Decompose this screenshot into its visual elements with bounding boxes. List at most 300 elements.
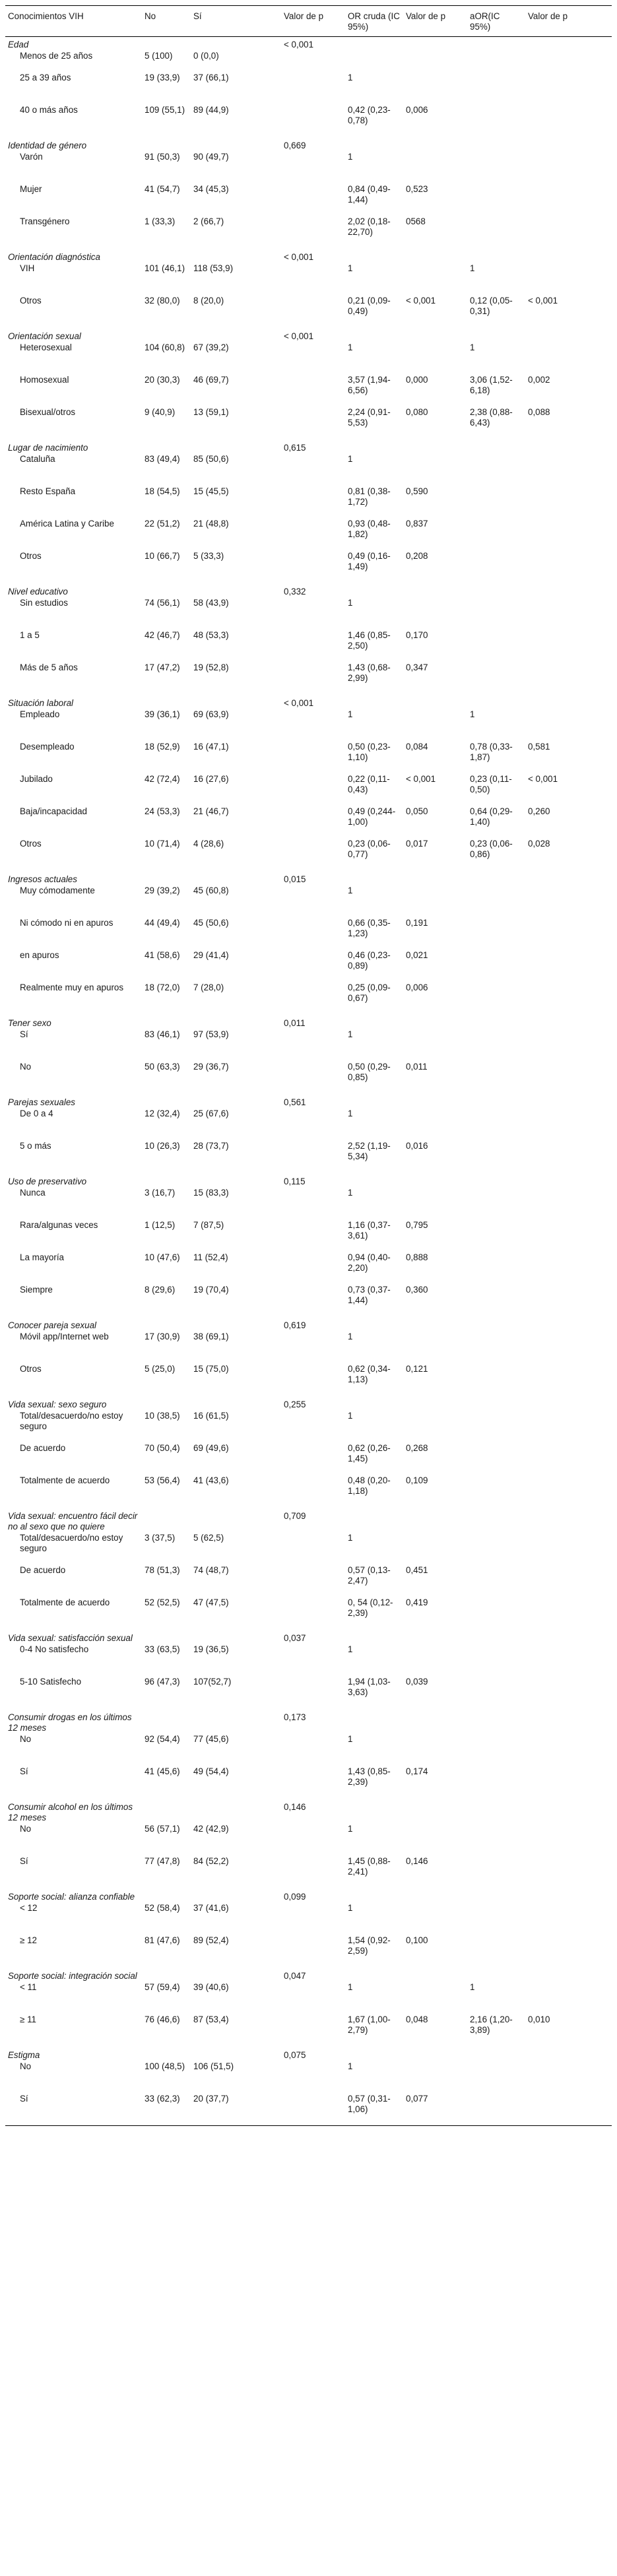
cell-p3 bbox=[525, 183, 612, 216]
cell-aor bbox=[467, 72, 525, 104]
cell-p2: 0,039 bbox=[406, 1677, 428, 1687]
cell-or: 2,24 (0,91-5,53) bbox=[348, 407, 391, 428]
column-header: Valor de p bbox=[525, 6, 612, 37]
cell-p bbox=[281, 917, 345, 950]
empty-cell bbox=[467, 1708, 525, 1733]
group-row bbox=[5, 1888, 612, 1902]
cell-si: 42 (42,9) bbox=[193, 1824, 229, 1834]
cell-si: 19 (52,8) bbox=[193, 662, 229, 672]
cell-si: 90 (49,7) bbox=[193, 152, 229, 162]
empty-cell bbox=[191, 1708, 281, 1733]
group-p-value: 0,619 bbox=[284, 1320, 306, 1330]
empty-cell bbox=[467, 870, 525, 885]
cell-aor bbox=[467, 1564, 525, 1597]
empty-cell bbox=[345, 870, 403, 885]
cell-aor: 2,16 (1,20-3,89) bbox=[470, 2014, 513, 2035]
cell-aor bbox=[467, 1475, 525, 1507]
cell-si: 11 (52,4) bbox=[193, 1252, 228, 1262]
cell-si: 16 (61,5) bbox=[193, 1411, 229, 1421]
table-header bbox=[5, 6, 612, 37]
group-label: Situación laboral bbox=[8, 698, 74, 708]
row-label: 1 a 5 bbox=[20, 630, 40, 640]
cell-si: 16 (47,1) bbox=[193, 742, 229, 752]
cell-p3: 0,002 bbox=[528, 375, 550, 385]
empty-cell bbox=[403, 1629, 467, 1644]
cell-p3 bbox=[525, 1442, 612, 1475]
column-header: OR cruda (IC 95%) bbox=[345, 6, 403, 37]
table-row bbox=[5, 806, 612, 838]
cell-p bbox=[281, 295, 345, 327]
empty-cell bbox=[467, 1967, 525, 1981]
empty-cell bbox=[467, 37, 525, 51]
empty-cell bbox=[467, 1014, 525, 1029]
cell-p2: 0,084 bbox=[406, 742, 428, 752]
cell-p3 bbox=[525, 597, 612, 629]
table-row bbox=[5, 1331, 612, 1363]
cell-p3 bbox=[525, 1532, 612, 1564]
cell-no: 10 (71,4) bbox=[145, 839, 180, 849]
cell-no: 50 (63,3) bbox=[145, 1062, 180, 1072]
empty-cell bbox=[525, 1708, 612, 1733]
group-label: Conocer pareja sexual bbox=[8, 1320, 96, 1330]
cell-p bbox=[281, 1532, 345, 1564]
cell-si: 85 (50,6) bbox=[193, 454, 229, 464]
cell-p bbox=[281, 1187, 345, 1219]
empty-cell bbox=[142, 327, 191, 342]
row-label: Otros bbox=[20, 1364, 42, 1374]
cell-no: 5 (100) bbox=[145, 51, 173, 61]
cell-or: 0,94 (0,40-2,20) bbox=[348, 1252, 391, 1273]
empty-cell bbox=[403, 439, 467, 453]
group-row bbox=[5, 1396, 612, 1410]
table-row bbox=[5, 342, 612, 374]
cell-si: 84 (52,2) bbox=[193, 1856, 229, 1866]
cell-p bbox=[281, 1252, 345, 1284]
empty-cell bbox=[403, 583, 467, 597]
group-p-value: 0,332 bbox=[284, 587, 306, 596]
empty-cell bbox=[191, 694, 281, 709]
cell-or: 0,62 (0,34-1,13) bbox=[348, 1364, 391, 1384]
empty-cell bbox=[403, 1093, 467, 1108]
cell-p3 bbox=[525, 885, 612, 917]
cell-or: 1,46 (0,85-2,50) bbox=[348, 630, 391, 651]
row-label: Sin estudios bbox=[20, 598, 68, 608]
empty-cell bbox=[345, 1396, 403, 1410]
cell-aor bbox=[467, 1597, 525, 1629]
cell-or: 1 bbox=[348, 598, 353, 608]
group-label: Edad bbox=[8, 40, 29, 49]
cell-no: 100 (48,5) bbox=[145, 2061, 185, 2071]
column-header: Valor de p bbox=[403, 6, 467, 37]
cell-p2: 0,100 bbox=[406, 1935, 428, 1945]
empty-cell bbox=[142, 1888, 191, 1902]
table-row bbox=[5, 1363, 612, 1396]
cell-p2: 0,017 bbox=[406, 839, 428, 849]
group-row bbox=[5, 248, 612, 263]
cell-aor bbox=[467, 486, 525, 518]
cell-p3 bbox=[525, 104, 612, 137]
row-label: Homosexual bbox=[20, 375, 69, 385]
cell-p2: 0,077 bbox=[403, 2093, 467, 2126]
cell-p3 bbox=[525, 263, 612, 295]
column-header: Conocimientos VIH bbox=[5, 6, 142, 37]
cell-si: 67 (39,2) bbox=[193, 342, 229, 352]
cell-no: 24 (53,3) bbox=[145, 806, 180, 816]
results-table bbox=[5, 5, 612, 2126]
cell-or: 0,25 (0,09-0,67) bbox=[348, 982, 391, 1003]
row-label: De acuerdo bbox=[20, 1443, 66, 1453]
table-row bbox=[5, 453, 612, 486]
cell-si: 46 (69,7) bbox=[193, 375, 229, 385]
group-p-value: 0,037 bbox=[284, 1633, 306, 1643]
group-row bbox=[5, 694, 612, 709]
cell-aor bbox=[467, 1061, 525, 1093]
cell-aor bbox=[467, 1532, 525, 1564]
cell-p bbox=[281, 950, 345, 982]
empty-cell bbox=[467, 1173, 525, 1187]
empty-cell bbox=[403, 1967, 467, 1981]
empty-cell bbox=[191, 1396, 281, 1410]
row-label: ≥ 12 bbox=[20, 1935, 37, 1945]
cell-no: 56 (57,1) bbox=[145, 1824, 180, 1834]
cell-p bbox=[281, 1029, 345, 1061]
cell-aor bbox=[467, 216, 525, 248]
empty-cell bbox=[191, 1629, 281, 1644]
empty-cell bbox=[403, 1708, 467, 1733]
table-row bbox=[5, 2093, 612, 2126]
cell-p2 bbox=[403, 597, 467, 629]
cell-p3 bbox=[525, 950, 612, 982]
group-p-value: 0,011 bbox=[284, 1018, 306, 1028]
cell-si: 34 (45,3) bbox=[193, 184, 229, 194]
cell-p3 bbox=[525, 1061, 612, 1093]
cell-aor bbox=[467, 1108, 525, 1140]
cell-p bbox=[281, 597, 345, 629]
row-label: 5-10 Satisfecho bbox=[20, 1677, 82, 1687]
row-label: Baja/incapacidad bbox=[20, 806, 87, 816]
group-p-value: 0,561 bbox=[284, 1097, 306, 1107]
cell-or bbox=[345, 50, 403, 72]
cell-p bbox=[281, 1564, 345, 1597]
cell-p2: 0,451 bbox=[406, 1565, 428, 1575]
group-row bbox=[5, 2046, 612, 2061]
cell-no: 3 (16,7) bbox=[145, 1188, 176, 1198]
table-row bbox=[5, 2061, 612, 2093]
cell-p2: 0,360 bbox=[406, 1285, 428, 1295]
cell-p bbox=[281, 342, 345, 374]
empty-cell bbox=[467, 1316, 525, 1331]
empty-cell bbox=[525, 1798, 612, 1823]
cell-p bbox=[281, 72, 345, 104]
cell-si: 48 (53,3) bbox=[193, 630, 229, 640]
group-p-value: 0,146 bbox=[284, 1802, 306, 1812]
empty-cell bbox=[345, 1014, 403, 1029]
cell-or: 1 bbox=[348, 1734, 353, 1744]
cell-or: 1,54 (0,92-2,59) bbox=[348, 1935, 391, 1956]
empty-cell bbox=[467, 439, 525, 453]
cell-or: 0,50 (0,23-1,10) bbox=[348, 742, 391, 762]
cell-or: 1 bbox=[348, 342, 353, 352]
cell-aor bbox=[467, 629, 525, 662]
cell-p2 bbox=[403, 1108, 467, 1140]
cell-si: 2 (66,7) bbox=[193, 216, 224, 226]
cell-or: 1 bbox=[348, 1644, 353, 1654]
cell-or: 0,49 (0,244-1,00) bbox=[348, 806, 396, 827]
cell-no: 92 (54,4) bbox=[145, 1734, 180, 1744]
cell-p3 bbox=[525, 1902, 612, 1935]
group-label: Ingresos actuales bbox=[8, 874, 77, 884]
column-header: Valor de p bbox=[281, 6, 345, 37]
cell-p3 bbox=[525, 518, 612, 550]
empty-cell bbox=[525, 248, 612, 263]
empty-cell bbox=[525, 1093, 612, 1108]
cell-aor bbox=[467, 1676, 525, 1708]
cell-no: 109 (55,1) bbox=[145, 105, 185, 115]
empty-cell bbox=[142, 1629, 191, 1644]
group-p-value: 0,709 bbox=[284, 1511, 306, 1521]
table-row bbox=[5, 1644, 612, 1676]
cell-p3 bbox=[525, 917, 612, 950]
empty-cell bbox=[525, 694, 612, 709]
cell-p2 bbox=[403, 50, 467, 72]
table-row bbox=[5, 1442, 612, 1475]
cell-or: 0,62 (0,26-1,45) bbox=[348, 1443, 391, 1464]
table-row bbox=[5, 982, 612, 1014]
group-label: Orientación diagnóstica bbox=[8, 252, 100, 262]
group-label: Nivel educativo bbox=[8, 587, 68, 596]
empty-cell bbox=[142, 1014, 191, 1029]
group-p-value: < 0,001 bbox=[284, 252, 314, 262]
cell-p bbox=[281, 1442, 345, 1475]
cell-aor: 1 bbox=[470, 342, 475, 352]
table-row bbox=[5, 518, 612, 550]
cell-no: 42 (46,7) bbox=[145, 630, 180, 640]
cell-p3 bbox=[525, 1475, 612, 1507]
cell-si: 20 (37,7) bbox=[191, 2093, 281, 2126]
cell-no: 12 (32,4) bbox=[145, 1109, 180, 1118]
group-label: Tener sexo bbox=[8, 1018, 51, 1028]
cell-or: 1 bbox=[348, 1332, 353, 1341]
cell-p2: 0,191 bbox=[406, 918, 428, 928]
cell-p3 bbox=[525, 1676, 612, 1708]
cell-p bbox=[281, 1676, 345, 1708]
cell-si: 5 (33,3) bbox=[193, 551, 224, 561]
cell-si: 45 (60,8) bbox=[193, 886, 229, 895]
cell-or: 1 bbox=[348, 709, 353, 719]
table-row bbox=[5, 1252, 612, 1284]
cell-p bbox=[281, 838, 345, 870]
empty-cell bbox=[467, 1798, 525, 1823]
table-row bbox=[5, 1597, 612, 1629]
empty-cell bbox=[142, 870, 191, 885]
empty-cell bbox=[142, 1396, 191, 1410]
cell-p3 bbox=[525, 982, 612, 1014]
table-row bbox=[5, 1140, 612, 1173]
group-label: Parejas sexuales bbox=[8, 1097, 75, 1107]
cell-p bbox=[281, 1766, 345, 1798]
row-label: Total/desacuerdo/no estoy seguro bbox=[20, 1533, 123, 1553]
empty-cell bbox=[345, 37, 403, 51]
cell-aor bbox=[467, 1219, 525, 1252]
cell-p3 bbox=[525, 662, 612, 694]
empty-cell bbox=[142, 137, 191, 151]
cell-aor bbox=[467, 597, 525, 629]
cell-p3: < 0,001 bbox=[528, 296, 558, 306]
empty-cell bbox=[142, 583, 191, 597]
cell-p2 bbox=[403, 151, 467, 183]
cell-p bbox=[281, 2014, 345, 2046]
cell-si: 37 (41,6) bbox=[193, 1903, 229, 1913]
cell-no: 83 (46,1) bbox=[145, 1029, 180, 1039]
empty-cell bbox=[403, 37, 467, 51]
cell-or: 1 bbox=[348, 1188, 353, 1198]
cell-or: 1 bbox=[348, 2061, 353, 2071]
empty-cell bbox=[403, 248, 467, 263]
cell-or: 0,23 (0,06-0,77) bbox=[348, 839, 391, 859]
cell-no: 52 (52,5) bbox=[145, 1597, 180, 1607]
table-row bbox=[5, 885, 612, 917]
cell-no: 8 (29,6) bbox=[145, 1285, 176, 1295]
cell-si: 49 (54,4) bbox=[193, 1766, 229, 1776]
cell-si: 89 (44,9) bbox=[193, 105, 229, 115]
cell-no: 101 (46,1) bbox=[145, 263, 185, 273]
table-row bbox=[5, 263, 612, 295]
empty-cell bbox=[525, 37, 612, 51]
cell-or: 1 bbox=[348, 886, 353, 895]
cell-p3: 0,088 bbox=[528, 407, 550, 417]
cell-aor bbox=[467, 1733, 525, 1766]
cell-no: 32 (80,0) bbox=[145, 296, 180, 306]
cell-aor bbox=[467, 1766, 525, 1798]
cell-or: 1 bbox=[348, 454, 353, 464]
table-row bbox=[5, 295, 612, 327]
group-row bbox=[5, 1967, 612, 1981]
cell-aor bbox=[467, 1331, 525, 1363]
cell-or: 1 bbox=[348, 1109, 353, 1118]
table-row bbox=[5, 406, 612, 439]
cell-si: 74 (48,7) bbox=[193, 1565, 229, 1575]
empty-cell bbox=[191, 1014, 281, 1029]
cell-p2 bbox=[403, 1029, 467, 1061]
cell-p bbox=[281, 486, 345, 518]
table-row bbox=[5, 374, 612, 406]
empty-cell bbox=[345, 1798, 403, 1823]
cell-no: 41 (58,6) bbox=[145, 950, 180, 960]
empty-cell bbox=[403, 2046, 467, 2061]
empty-cell bbox=[142, 1798, 191, 1823]
empty-cell bbox=[525, 1888, 612, 1902]
table-row bbox=[5, 597, 612, 629]
cell-aor bbox=[467, 662, 525, 694]
table-row bbox=[5, 709, 612, 741]
cell-p2: 0,523 bbox=[406, 184, 428, 194]
cell-p3 bbox=[525, 1564, 612, 1597]
table-row bbox=[5, 1935, 612, 1967]
cell-p2 bbox=[403, 1733, 467, 1766]
table-row bbox=[5, 183, 612, 216]
cell-p bbox=[281, 263, 345, 295]
cell-or: 1 bbox=[348, 1411, 353, 1421]
empty-cell bbox=[525, 1629, 612, 1644]
row-label: VIH bbox=[20, 263, 35, 273]
row-label: Siempre bbox=[20, 1285, 53, 1295]
cell-or: 0,46 (0,23-0,89) bbox=[348, 950, 391, 971]
row-label: 5 o más bbox=[20, 1141, 51, 1151]
cell-aor bbox=[467, 1644, 525, 1676]
cell-or: 0,49 (0,16-1,49) bbox=[348, 551, 391, 571]
empty-cell bbox=[525, 1967, 612, 1981]
cell-no: 1 (12,5) bbox=[145, 1220, 176, 1230]
empty-cell bbox=[345, 327, 403, 342]
cell-aor: 0,78 (0,33-1,87) bbox=[470, 742, 513, 762]
empty-cell bbox=[142, 1708, 191, 1733]
cell-p2: 0,050 bbox=[406, 806, 428, 816]
empty-cell bbox=[191, 1888, 281, 1902]
cell-si: 19 (36,5) bbox=[193, 1644, 229, 1654]
empty-cell bbox=[403, 870, 467, 885]
cell-si: 4 (28,6) bbox=[193, 839, 224, 849]
table-row bbox=[5, 1219, 612, 1252]
cell-si: 29 (36,7) bbox=[193, 1062, 229, 1072]
cell-aor bbox=[467, 885, 525, 917]
cell-no: 78 (51,3) bbox=[145, 1565, 180, 1575]
empty-cell bbox=[345, 2046, 403, 2061]
cell-p2 bbox=[403, 1532, 467, 1564]
group-label: Uso de preservativo bbox=[8, 1176, 87, 1186]
group-label: Lugar de nacimiento bbox=[8, 443, 88, 453]
cell-aor bbox=[467, 1140, 525, 1173]
table-row bbox=[5, 1108, 612, 1140]
table-row bbox=[5, 550, 612, 583]
cell-no: 29 (39,2) bbox=[145, 886, 180, 895]
cell-si: 29 (41,4) bbox=[193, 950, 229, 960]
cell-aor bbox=[467, 1363, 525, 1396]
empty-cell bbox=[345, 1888, 403, 1902]
cell-p bbox=[281, 1363, 345, 1396]
empty-cell bbox=[525, 327, 612, 342]
cell-p2: 0,000 bbox=[406, 375, 428, 385]
row-label: Muy cómodamente bbox=[20, 886, 95, 895]
row-label: 40 o más años bbox=[20, 105, 78, 115]
cell-no: 22 (51,2) bbox=[145, 519, 180, 529]
row-label: ≥ 11 bbox=[20, 2014, 36, 2024]
cell-p2: 0,795 bbox=[406, 1220, 428, 1230]
group-row bbox=[5, 37, 612, 51]
cell-si: 69 (49,6) bbox=[193, 1443, 229, 1453]
row-label: Rara/algunas veces bbox=[20, 1220, 98, 1230]
cell-p bbox=[281, 518, 345, 550]
header-row bbox=[5, 6, 612, 37]
cell-or: 0,73 (0,37-1,44) bbox=[348, 1285, 391, 1305]
cell-no: 74 (56,1) bbox=[145, 598, 180, 608]
cell-p bbox=[281, 1475, 345, 1507]
table-row bbox=[5, 950, 612, 982]
row-label: Totalmente de acuerdo bbox=[20, 1597, 110, 1607]
row-label: < 11 bbox=[20, 1982, 37, 1992]
cell-p bbox=[281, 1061, 345, 1093]
cell-p2: 0,016 bbox=[406, 1141, 428, 1151]
cell-p3 bbox=[525, 1410, 612, 1442]
empty-cell bbox=[345, 1316, 403, 1331]
cell-p bbox=[281, 183, 345, 216]
cell-p bbox=[281, 1855, 345, 1888]
cell-or: 2,02 (0,18-22,70) bbox=[348, 216, 391, 237]
cell-aor bbox=[467, 1935, 525, 1967]
cell-p3 bbox=[525, 1284, 612, 1316]
cell-p3 bbox=[525, 1108, 612, 1140]
table-row bbox=[5, 741, 612, 773]
cell-p3 bbox=[525, 1363, 612, 1396]
